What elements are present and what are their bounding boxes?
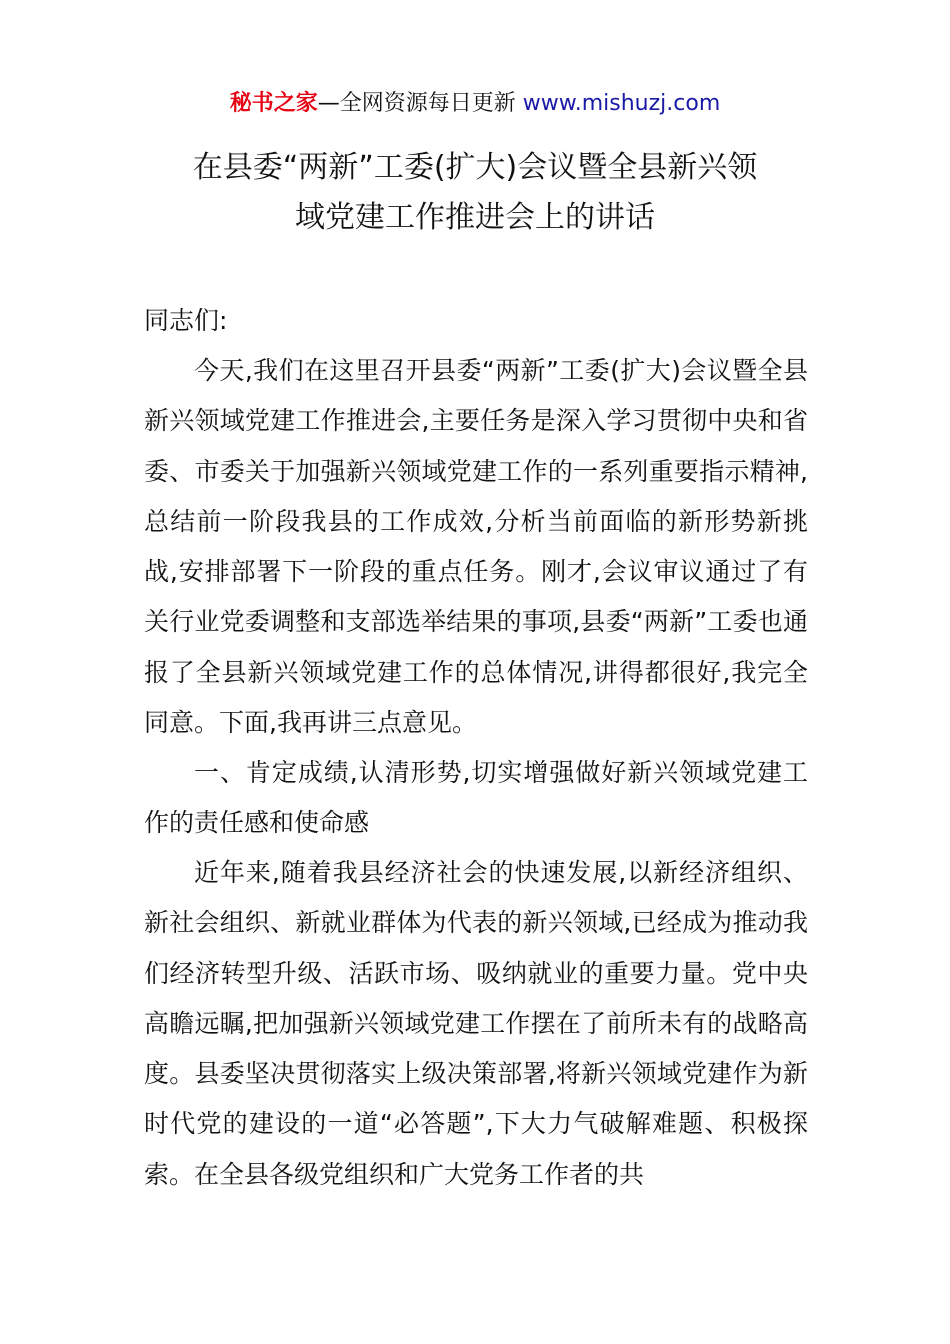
paragraph-section-1: 近年来,随着我县经济社会的快速发展,以新经济组织、新社会组织、新就业群体为代表的新兴领域,已经成为推动我们经济转型升级、活跃市场、吸纳就业的重要力量。党中央高瞻远瞩,把加强新兴领域党建工作摆在了前所未有的战略高度。县委坚决贯彻落实上级决策部署,将新兴领域党建作为新时代党的建设的一道“必答题”,下大力气破解难题、积极探索。在全县各级党组织和广大党务工作者的共 [144,858,808,1189]
document-title-line-2: 域党建工作推进会上的讲话 [295,200,655,235]
salutation: 同志们: [144,306,228,335]
site-header [0,86,950,122]
paragraph-opening: 今天,我们在这里召开县委“两新”工委(扩大)会议暨全县新兴领域党建工作推进会,主要任务是深入学习贯彻中央和省委、市委关于加强新兴领域党建工作的一系列重要指示精神,总结前一阶段我县的工作成效,分析当前面临的新形势新挑战,安排部署下一阶段的重点任务。刚才,会议审议通过了有关行业党委调整和支部选举结果的事项,县委“两新”工委也通报了全县新兴领域党建工作的总体情况,讲得都很好,我完全同意。下面,我再讲三点意见。 [144,356,808,738]
section-heading-1: 一、肯定成绩,认清形势,切实增强做好新兴领域党建工作的责任感和使命感 [144,758,808,838]
site-url-link[interactable]: www.mishuzj.com [522,91,721,116]
document-title-line-1: 在县委“两新”工委(扩大)会议暨全县新兴领 [192,150,758,185]
brand-name: 秘书之家 [229,91,318,116]
header-tagline: —全网资源每日更新 [317,91,523,116]
